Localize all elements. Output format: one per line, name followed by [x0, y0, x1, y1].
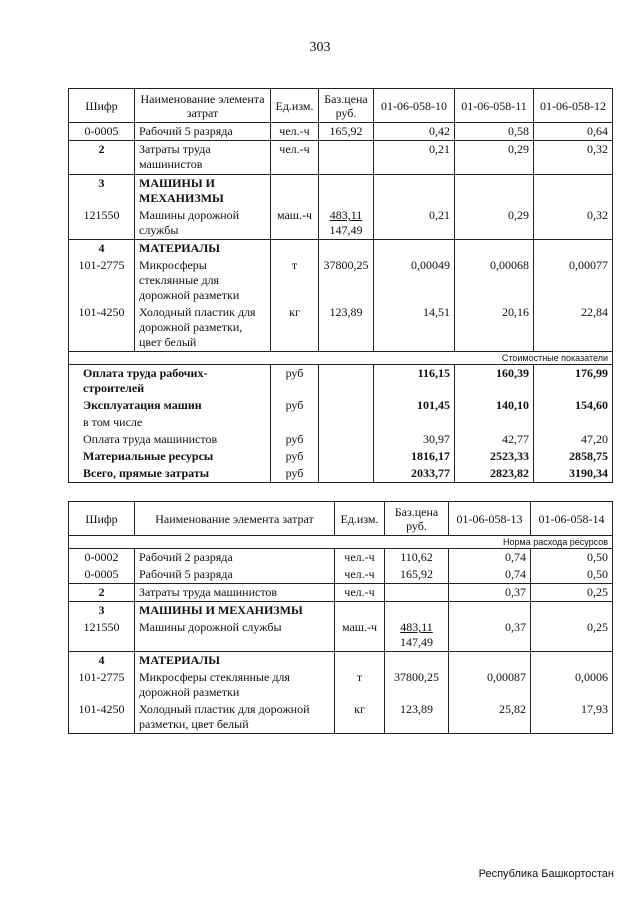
price-top: 483,11 [400, 620, 433, 634]
cost-value: 2823,82 [455, 465, 534, 483]
table-row [69, 207, 613, 240]
cost-value: 140,10 [455, 397, 534, 414]
cost-value: 3190,34 [534, 465, 613, 483]
row-price: 165,92 [385, 566, 449, 584]
table-row [69, 549, 613, 567]
cost-label: в том числе [69, 414, 271, 431]
row-value: 0,00068 [455, 257, 534, 304]
cost-label: Оплата труда машинистов [69, 431, 271, 448]
row-value: 0,21 [374, 141, 455, 175]
row-code: 0-0002 [69, 549, 135, 567]
row-code: 101-4250 [69, 304, 135, 352]
cost-unit: руб [271, 365, 319, 398]
row-unit: т [271, 257, 319, 304]
col-name-header: Наименование элемента затрат [135, 502, 335, 536]
row-value: 17,93 [531, 701, 613, 734]
section-title: МАШИНЫ И МЕХАНИЗМЫ [135, 602, 335, 620]
row-value: 25,82 [449, 701, 531, 734]
row-value: 0,25 [531, 619, 613, 652]
cost-row [69, 397, 613, 414]
resource-table-2 [68, 501, 613, 734]
row-code: 2 [69, 584, 135, 602]
table-row [69, 669, 613, 701]
col-unit-header: Ед.изм. [271, 89, 319, 123]
table-row [69, 257, 613, 304]
section-number: 4 [69, 652, 135, 670]
table-row [69, 566, 613, 584]
table-row [69, 584, 613, 602]
row-name: Холодный пластик для дорожной разметки, цвет белый [135, 304, 271, 352]
col-price-header: Баз.цена руб. [385, 502, 449, 536]
table-header [69, 502, 613, 536]
row-value: 0,50 [531, 549, 613, 567]
row-value: 0,29 [455, 141, 534, 175]
cost-row [69, 431, 613, 448]
table-row [69, 141, 613, 175]
table-row [69, 619, 613, 652]
col-norm-header: 01-06-058-12 [534, 89, 613, 123]
section-title: МАШИНЫ И МЕХАНИЗМЫ [135, 175, 271, 208]
table-row [69, 123, 613, 141]
cost-value: 154,60 [534, 397, 613, 414]
row-value: 0,00049 [374, 257, 455, 304]
row-code: 101-2775 [69, 257, 135, 304]
section-title: МАТЕРИАЛЫ [135, 240, 271, 258]
cost-value: 101,45 [374, 397, 455, 414]
cost-value: 176,99 [534, 365, 613, 398]
row-value: 0,00087 [449, 669, 531, 701]
row-price [319, 207, 374, 240]
row-unit: чел.-ч [271, 123, 319, 141]
price-top: 483,11 [329, 208, 363, 222]
row-name: Затраты труда машинистов [135, 584, 335, 602]
row-price [319, 141, 374, 175]
row-name: Микросферы стеклянные для дорожной разметки [135, 669, 335, 701]
row-value: 0,32 [534, 207, 613, 240]
col-norm-header: 01-06-058-13 [449, 502, 531, 536]
row-value: 0,58 [455, 123, 534, 141]
section-header [69, 175, 613, 208]
table-row [69, 304, 613, 352]
cost-label: Всего, прямые затраты [69, 465, 271, 483]
col-code-header: Шифр [69, 502, 135, 536]
row-price: 123,89 [385, 701, 449, 734]
cost-value: 47,20 [534, 431, 613, 448]
cost-unit: руб [271, 465, 319, 483]
row-name: Микросферы стеклянные для дорожной разметки [135, 257, 271, 304]
row-value: 22,84 [534, 304, 613, 352]
row-code: 2 [69, 141, 135, 175]
price-bottom: 147,49 [400, 635, 433, 649]
row-unit: т [335, 669, 385, 701]
row-value: 0,74 [449, 549, 531, 567]
row-price: 165,92 [319, 123, 374, 141]
row-name: Рабочий 5 разряда [135, 123, 271, 141]
row-value: 0,0006 [531, 669, 613, 701]
cost-label: Эксплуатация машин [69, 397, 271, 414]
row-unit: кг [271, 304, 319, 352]
cost-row [69, 414, 613, 431]
col-unit-header: Ед.изм. [335, 502, 385, 536]
row-unit: кг [335, 701, 385, 734]
cost-row [69, 448, 613, 465]
col-norm-header: 01-06-058-14 [531, 502, 613, 536]
cost-value: 42,77 [455, 431, 534, 448]
cost-value: 1816,17 [374, 448, 455, 465]
row-price: 123,89 [319, 304, 374, 352]
row-value: 0,74 [449, 566, 531, 584]
section-number: 3 [69, 602, 135, 620]
section-header [69, 602, 613, 620]
row-name: Рабочий 5 разряда [135, 566, 335, 584]
row-value: 14,51 [374, 304, 455, 352]
cost-value: 2858,75 [534, 448, 613, 465]
cost-value: 116,15 [374, 365, 455, 398]
row-unit: маш.-ч [335, 619, 385, 652]
section-note: Норма расхода ресурсов [69, 536, 613, 549]
table-header [69, 89, 613, 123]
row-name: Затраты труда машинистов [135, 141, 271, 175]
row-value: 0,64 [534, 123, 613, 141]
cost-row [69, 365, 613, 398]
row-unit: чел.-ч [335, 549, 385, 567]
cost-unit: руб [271, 397, 319, 414]
row-name: Холодный пластик для дорожной разметки, цвет белый [135, 701, 335, 734]
row-price: 37800,25 [385, 669, 449, 701]
col-code-header: Шифр [69, 89, 135, 123]
row-value: 0,32 [534, 141, 613, 175]
row-name: Машины дорожной службы [135, 619, 335, 652]
section-note: Стоимостные показатели [69, 352, 613, 365]
col-price-header: Баз.цена руб. [319, 89, 374, 123]
row-value: 20,16 [455, 304, 534, 352]
row-value: 0,00077 [534, 257, 613, 304]
row-value: 0,37 [449, 619, 531, 652]
row-price [385, 584, 449, 602]
cost-row [69, 465, 613, 483]
resource-table-1 [68, 88, 613, 483]
row-unit: чел.-ч [335, 566, 385, 584]
row-price [385, 619, 449, 652]
row-value: 0,37 [449, 584, 531, 602]
row-unit: маш.-ч [271, 207, 319, 240]
row-code: 101-4250 [69, 701, 135, 734]
cost-unit: руб [271, 431, 319, 448]
row-code: 101-2775 [69, 669, 135, 701]
section-header [69, 240, 613, 258]
row-value: 0,50 [531, 566, 613, 584]
cost-unit: руб [271, 448, 319, 465]
row-code: 121550 [69, 207, 135, 240]
section-note-row [69, 536, 613, 549]
section-number: 3 [69, 175, 135, 208]
cost-label: Оплата труда рабочих-строителей [69, 365, 271, 398]
row-price: 37800,25 [319, 257, 374, 304]
section-title: МАТЕРИАЛЫ [135, 652, 335, 670]
col-norm-header: 01-06-058-10 [374, 89, 455, 123]
row-code: 0-0005 [69, 123, 135, 141]
table-row [69, 701, 613, 734]
col-name-header: Наименование элемента затрат [135, 89, 271, 123]
cost-label: Материальные ресурсы [69, 448, 271, 465]
row-value: 0,21 [374, 207, 455, 240]
row-value: 0,42 [374, 123, 455, 141]
footer-region: Республика Башкортостан [478, 868, 614, 880]
row-price: 110,62 [385, 549, 449, 567]
row-code: 121550 [69, 619, 135, 652]
row-name: Рабочий 2 разряда [135, 549, 335, 567]
cost-value: 30,97 [374, 431, 455, 448]
row-value: 0,29 [455, 207, 534, 240]
row-value: 0,25 [531, 584, 613, 602]
cost-value: 2523,33 [455, 448, 534, 465]
row-name: Машины дорожной службы [135, 207, 271, 240]
row-unit: чел.-ч [335, 584, 385, 602]
section-note-row [69, 352, 613, 365]
page-number: 303 [309, 40, 331, 55]
cost-value: 160,39 [455, 365, 534, 398]
row-code: 0-0005 [69, 566, 135, 584]
col-norm-header: 01-06-058-11 [455, 89, 534, 123]
section-header [69, 652, 613, 670]
price-bottom: 147,49 [329, 223, 363, 237]
row-unit: чел.-ч [271, 141, 319, 175]
section-number: 4 [69, 240, 135, 258]
cost-value: 2033,77 [374, 465, 455, 483]
